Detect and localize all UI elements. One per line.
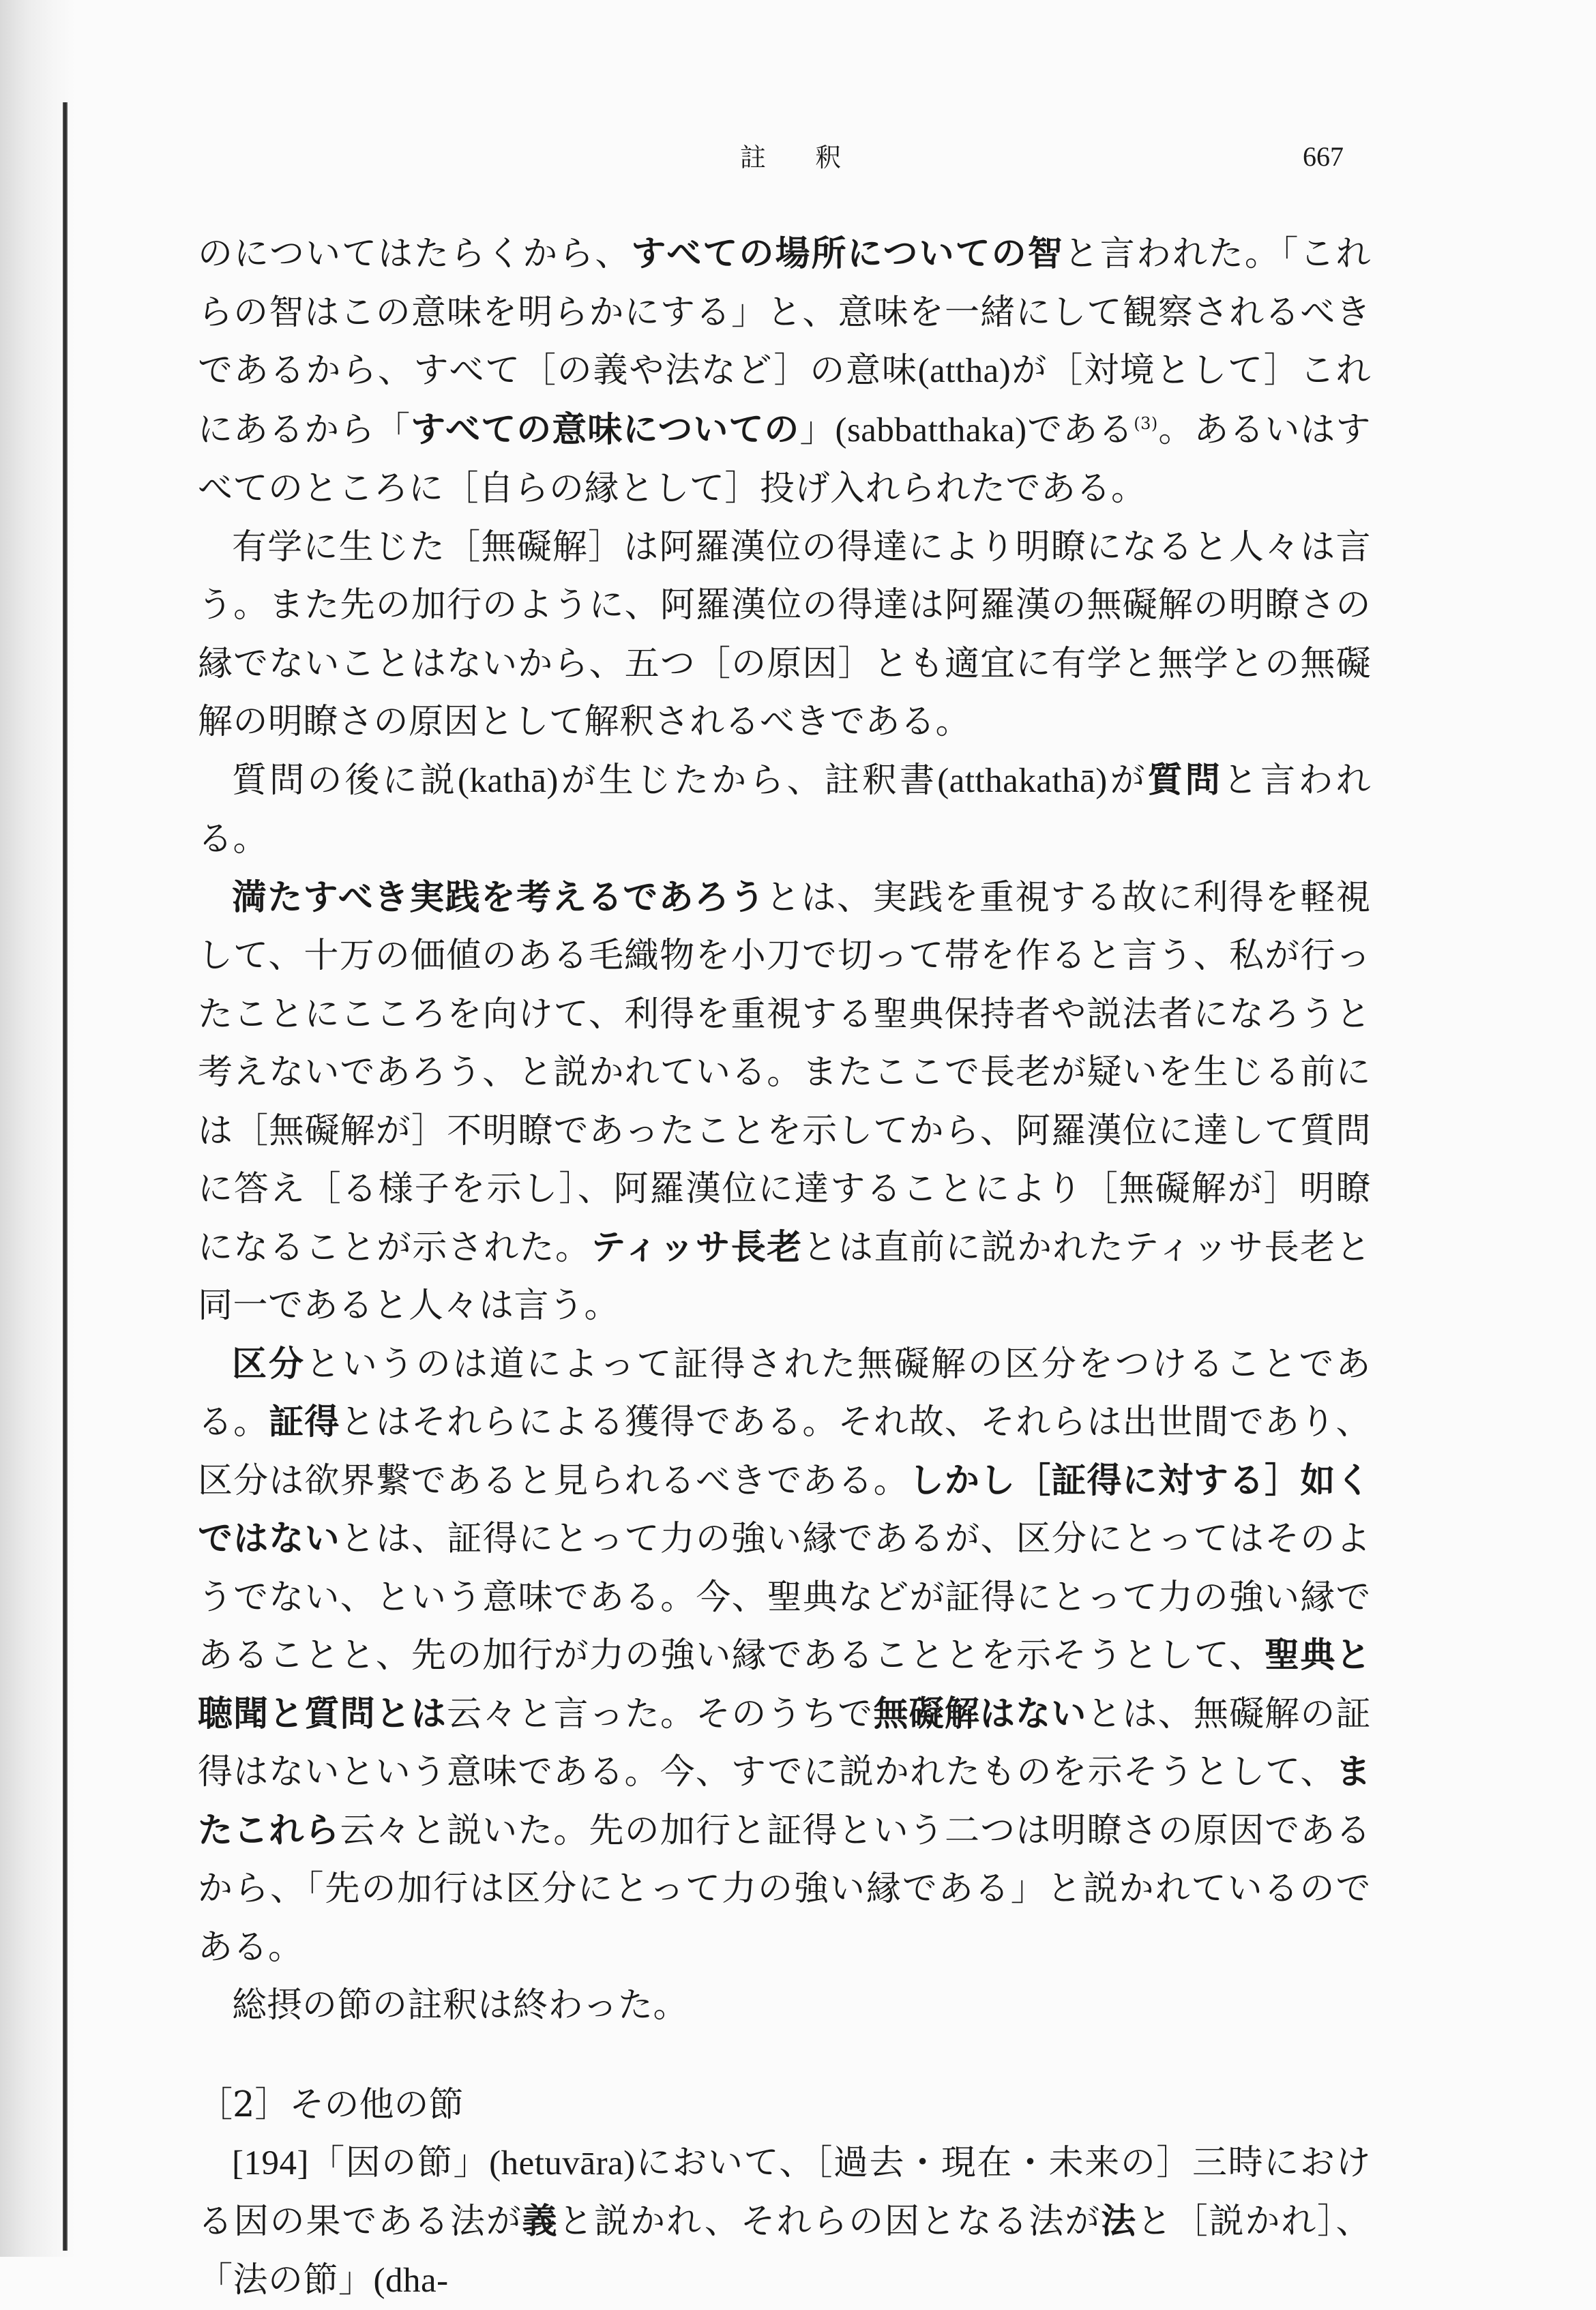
text-run: において、［過去・現在・未来の］三時における因の果である法が bbox=[198, 2143, 1371, 2242]
text-run: と説かれ、それらの因となる法が bbox=[558, 2202, 1101, 2242]
text-run: とはそれらによる獲得である。それ故、それらは出世間であり、区分は欲界繋であると見られるべきである。 bbox=[198, 1402, 1371, 1501]
text-run: とは、証得にとって力の強い縁であるが、区分にとってはそのようでない、という意味である。今、聖典などが証得にとって力の強い縁であることと、先の加行が力の強い縁であることとを示そうとして、 bbox=[198, 1519, 1371, 1676]
text-run: とは直前に説かれたティッサ長老と同一であると人々は言う。 bbox=[198, 1228, 1371, 1327]
paragraph bbox=[198, 1976, 1371, 2035]
text-run: と言われる。 bbox=[198, 760, 1371, 860]
paragraph bbox=[198, 869, 1371, 1335]
text-run: が bbox=[1108, 760, 1148, 801]
text-run: 有学に生じた［無礙解］は阿羅漢位の得達により明瞭になると人々は言う。また先の加行のように、阿羅漢位の得達は阿羅漢の無礙解の明瞭さの縁でないことはないから、五つ［の原因］とも適宜に有学と無学との無礙解の明瞭さの原因として解釈されるべきである。 bbox=[198, 527, 1371, 743]
bold-term: 法 bbox=[1101, 2202, 1137, 2242]
text-run: と［説かれ］、「法の節」 bbox=[198, 2202, 1371, 2300]
bold-term: 質問 bbox=[1148, 760, 1223, 801]
latin-term: (hetuvāra) bbox=[489, 2144, 636, 2182]
text-run: が［対境として］これにあるから「 bbox=[198, 351, 1371, 450]
paragraph bbox=[198, 518, 1371, 752]
latin-term: [194] bbox=[232, 2144, 309, 2182]
text-run: と言われた。「これらの智はこの意味を明らかにする」と、意味を一緒にして観察されるべきであるから、すべて［の義や法など］の意味 bbox=[198, 234, 1371, 391]
text-run: 」 bbox=[799, 410, 835, 450]
binding-edge bbox=[63, 102, 68, 2251]
bold-term: 義 bbox=[522, 2202, 559, 2242]
bold-term: 区分 bbox=[232, 1344, 306, 1384]
section-heading: ［2］その他の節 bbox=[198, 2076, 1371, 2134]
latin-term: (dha- bbox=[374, 2262, 449, 2300]
paragraph bbox=[198, 752, 1371, 869]
bold-term: すべての場所についての智 bbox=[631, 234, 1063, 274]
text-run: 質問の後に説 bbox=[232, 760, 458, 801]
footnote-ref: (3) bbox=[1134, 414, 1158, 433]
latin-term: (atthakathā) bbox=[937, 762, 1108, 800]
bold-term: しかし［証得に対する］如くではない bbox=[198, 1461, 1371, 1560]
paragraph bbox=[198, 1335, 1371, 1977]
page-number: 667 bbox=[1303, 140, 1344, 173]
bold-term: すべての意味についての bbox=[411, 410, 799, 450]
text-run: が生じたから、註釈書 bbox=[559, 760, 937, 801]
text-run: とは、実践を重視する故に利得を軽視して、十万の価値のある毛織物を小刀で切って帯を作ると言う、私が行ったことにこころを向けて、利得を重視する聖典保持者や説法者になろうと考えないであろう、と説かれている。またここで長老が疑いを生じる前には［無礙解が］不明瞭であったことを示してから、阿羅漢位に達して質問に答え［る様子を示し］、阿羅漢位に達することにより［無礙解が］明瞭になることが示された。 bbox=[198, 878, 1371, 1268]
text-run: 。あるいはすべてのところに［自らの縁として］投げ入れられたである。 bbox=[198, 410, 1371, 509]
text-run: 云々と説いた。先の加行と証得という二つは明瞭さの原因であるから、「先の加行は区分にとって力の強い縁である」と説かれているのである。 bbox=[198, 1811, 1371, 1968]
section-gap bbox=[198, 2035, 1371, 2076]
text-run: というのは道によって証得された無礙解の区分をつけることである。 bbox=[198, 1344, 1371, 1443]
latin-term: (kathā) bbox=[458, 762, 559, 800]
paragraph bbox=[198, 225, 1371, 518]
bold-term: 無礙解はない bbox=[873, 1694, 1087, 1734]
text-run: とは、無礙解の証得はないという意味である。今、すでに説かれたものを示そうとして、 bbox=[198, 1694, 1371, 1793]
page-body bbox=[198, 225, 1371, 2310]
latin-term: (sabbatthaka) bbox=[835, 411, 1026, 449]
bold-term: 聖典と聴聞と質問とは bbox=[198, 1635, 1371, 1734]
bold-term: 満たすべき実践を考えるであろう bbox=[232, 878, 765, 918]
running-title: 註 釈 bbox=[740, 136, 861, 174]
text-run: のについてはたらくから、 bbox=[198, 234, 631, 274]
paragraph bbox=[198, 2134, 1371, 2310]
text-run: 「因の節」 bbox=[309, 2143, 489, 2183]
text-run: 総摂の節の註釈は終わった。 bbox=[232, 1985, 688, 2026]
bold-term: 証得 bbox=[269, 1402, 340, 1442]
text-run: である bbox=[1027, 410, 1134, 450]
bold-term: またこれら bbox=[198, 1752, 1371, 1851]
latin-term: (attha) bbox=[918, 352, 1011, 390]
bold-term: ティッサ長老 bbox=[591, 1228, 802, 1268]
running-header bbox=[0, 136, 1596, 177]
text-run: 云々と言った。そのうちで bbox=[447, 1694, 873, 1734]
